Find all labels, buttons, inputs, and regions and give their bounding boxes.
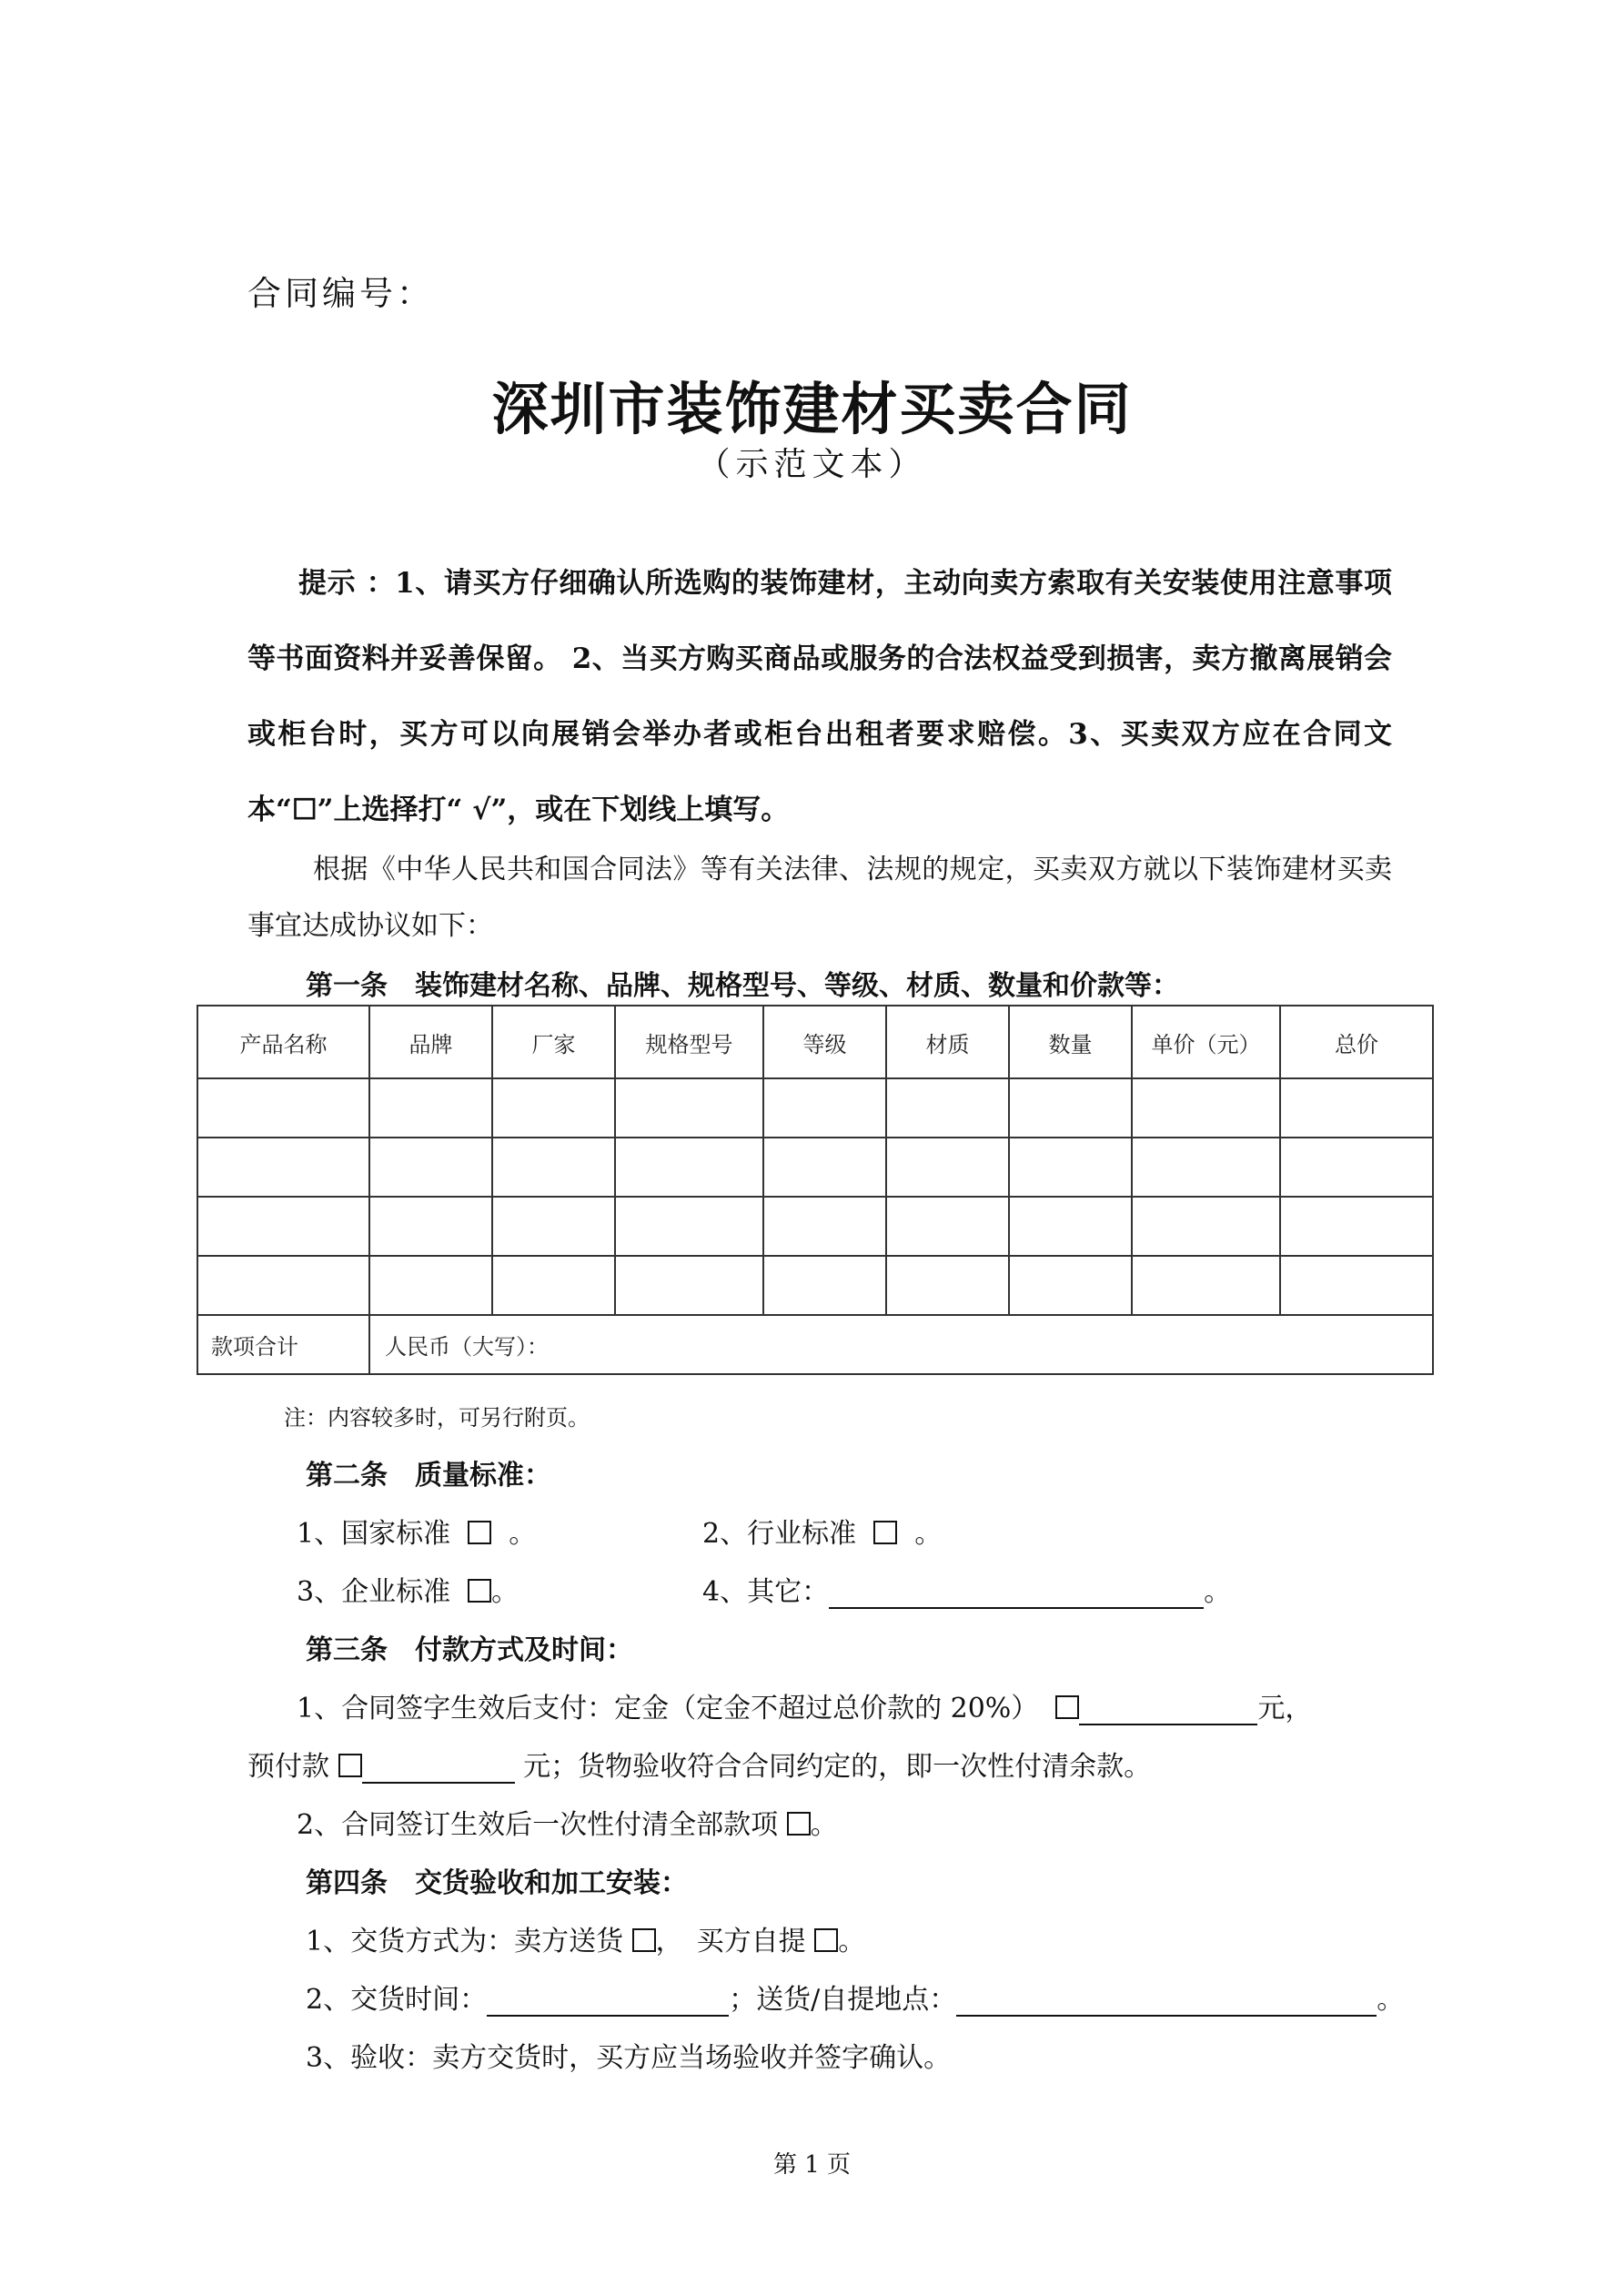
table-cell[interactable] <box>369 1256 492 1315</box>
unit-label: 元， <box>1257 1693 1313 1725</box>
contract-number-label: 合同编号： <box>247 274 434 313</box>
delivery-label: 1、交货方式为：卖方送货 <box>306 1926 624 1957</box>
delivery-place-label: ；送货/自提地点： <box>729 1984 957 2016</box>
table-cell[interactable] <box>763 1078 886 1138</box>
table-cell[interactable] <box>1009 1138 1132 1197</box>
column-header: 等级 <box>763 1006 886 1078</box>
column-header: 规格型号 <box>615 1006 763 1078</box>
delivery-method-line <box>306 1918 865 1958</box>
table-cell[interactable] <box>369 1138 492 1197</box>
delivery-place-input[interactable] <box>956 1986 1377 2017</box>
table-cell[interactable] <box>1280 1256 1433 1315</box>
option-label: 4、其它： <box>702 1576 830 1608</box>
table-cell[interactable] <box>1132 1078 1280 1138</box>
table-cell[interactable] <box>886 1138 1009 1197</box>
table-cell[interactable] <box>197 1256 369 1315</box>
period: 。 <box>914 1518 943 1550</box>
quality-option-industry <box>702 1511 942 1551</box>
table-cell[interactable] <box>886 1197 1009 1256</box>
delivery-time-label: 2、交货时间： <box>306 1984 488 2016</box>
column-header: 单价（元） <box>1132 1006 1280 1078</box>
period: 。 <box>509 1518 537 1550</box>
period: 。 <box>1204 1576 1232 1608</box>
table-cell[interactable] <box>197 1138 369 1197</box>
payment-full-line <box>297 1802 838 1842</box>
checkbox[interactable] <box>873 1521 897 1544</box>
column-header: 材质 <box>886 1006 1009 1078</box>
table-cell[interactable] <box>763 1138 886 1197</box>
column-header: 品牌 <box>369 1006 492 1078</box>
quality-option-other <box>702 1569 1231 1609</box>
period: 。 <box>1377 1984 1405 2016</box>
table-cell[interactable] <box>1132 1138 1280 1197</box>
prepay-label: 预付款 <box>247 1751 329 1783</box>
table-row <box>197 1256 1433 1315</box>
table-cell[interactable] <box>615 1256 763 1315</box>
option-label: 3、企业标准 <box>297 1576 451 1608</box>
table-cell[interactable] <box>492 1197 615 1256</box>
table-total-row <box>197 1315 1433 1374</box>
option-label: 1、国家标准 <box>297 1518 451 1550</box>
column-header: 总价 <box>1280 1006 1433 1078</box>
delivery-time-input[interactable] <box>487 1986 729 2017</box>
delivery-time-line <box>306 1977 1404 2017</box>
checkbox[interactable] <box>1055 1695 1079 1719</box>
table-cell[interactable] <box>369 1078 492 1138</box>
prepay-text: 元；货物验收符合合同约定的，即一次性付清余款。 <box>523 1751 1152 1783</box>
column-header: 数量 <box>1009 1006 1132 1078</box>
table-cell[interactable] <box>197 1078 369 1138</box>
quality-option-national <box>297 1511 536 1551</box>
table-cell[interactable] <box>615 1138 763 1197</box>
table-row <box>197 1138 1433 1197</box>
table-cell[interactable] <box>615 1197 763 1256</box>
article-2-heading: 第二条 质量标准： <box>306 1460 551 1492</box>
table-cell[interactable] <box>1132 1256 1280 1315</box>
deposit-amount-input[interactable] <box>1079 1694 1257 1725</box>
table-cell[interactable] <box>492 1256 615 1315</box>
quality-option-enterprise <box>297 1569 519 1609</box>
checkbox[interactable] <box>468 1579 491 1603</box>
column-header: 产品名称 <box>197 1006 369 1078</box>
table-row <box>197 1197 1433 1256</box>
notice-paragraph: 提示 ：1、请买方仔细确认所选购的装饰建材，主动向卖方索取有关安装使用注意事项等书面资料并妥善保留。 2、当买方购买商品或服务的合法权益受到损害，卖方撤离展销会或柜台时，买方可以向展销会举办者或柜台出租者要求赔偿。3、买卖双方应在合同文本“☐”上选择打“ √”，或在下划线上填写。 <box>247 567 1392 826</box>
acceptance-line: 3、验收：卖方交货时，买方应当场验收并签字确认。 <box>306 2042 952 2074</box>
article-1-heading: 第一条 装饰建材名称、品牌、规格型号、等级、材质、数量和价款等： <box>306 970 1179 1002</box>
table-cell[interactable] <box>1132 1197 1280 1256</box>
article-4-heading: 第四条 交货验收和加工安装： <box>306 1867 688 1899</box>
table-cell[interactable] <box>1009 1197 1132 1256</box>
payment-prepay-line <box>247 1744 1151 1784</box>
table-cell[interactable] <box>197 1197 369 1256</box>
checkbox[interactable] <box>468 1521 491 1544</box>
table-cell[interactable] <box>615 1078 763 1138</box>
intro-paragraph: 根据《中华人民共和国合同法》等有关法律、法规的规定，买卖双方就以下装饰建材买卖事宜达成协议如下： <box>247 854 1392 942</box>
checkbox[interactable] <box>632 1928 656 1952</box>
article-3-heading: 第三条 付款方式及时间： <box>306 1634 633 1666</box>
column-header: 厂家 <box>492 1006 615 1078</box>
table-cell[interactable] <box>763 1197 886 1256</box>
table-cell[interactable] <box>1009 1256 1132 1315</box>
table-cell[interactable] <box>886 1078 1009 1138</box>
option-label: 2、行业标准 <box>702 1518 857 1550</box>
checkbox[interactable] <box>814 1928 838 1952</box>
other-standard-input[interactable] <box>829 1578 1204 1609</box>
self-pickup-label: ， 买方自提 <box>655 1926 806 1957</box>
period: 。 <box>810 1809 838 1841</box>
table-cell[interactable] <box>1280 1197 1433 1256</box>
total-label: 款项合计 <box>197 1315 369 1374</box>
table-row <box>197 1078 1433 1138</box>
table-cell[interactable] <box>1280 1078 1433 1138</box>
page-number: 第 1 页 <box>772 2151 852 2179</box>
table-cell[interactable] <box>763 1256 886 1315</box>
table-cell[interactable] <box>1009 1078 1132 1138</box>
table-cell[interactable] <box>1280 1138 1433 1197</box>
full-payment-label: 2、合同签订生效后一次性付清全部款项 <box>297 1809 779 1841</box>
document-subtitle: （示范文本） <box>697 446 927 483</box>
deposit-label: 1、合同签字生效后支付：定金（定金不超过总价款的 20%） <box>297 1693 1039 1725</box>
goods-table <box>197 1005 1434 1375</box>
period: 。 <box>491 1576 519 1608</box>
payment-deposit-line <box>297 1685 1312 1725</box>
table-cell[interactable] <box>369 1197 492 1256</box>
document-title: 深圳市装饰建材买卖合同 <box>491 376 1133 442</box>
table-cell[interactable] <box>492 1078 615 1138</box>
period: 。 <box>838 1926 866 1957</box>
table-note: 注：内容较多时，可另行附页。 <box>284 1405 590 1431</box>
table-header-row <box>197 1006 1433 1078</box>
total-amount-field[interactable]: 人民币（大写）： <box>369 1315 1433 1374</box>
table-cell[interactable] <box>492 1138 615 1197</box>
prepay-amount-input[interactable] <box>362 1753 515 1784</box>
checkbox[interactable] <box>338 1754 362 1777</box>
checkbox[interactable] <box>787 1812 811 1836</box>
table-cell[interactable] <box>886 1256 1009 1315</box>
